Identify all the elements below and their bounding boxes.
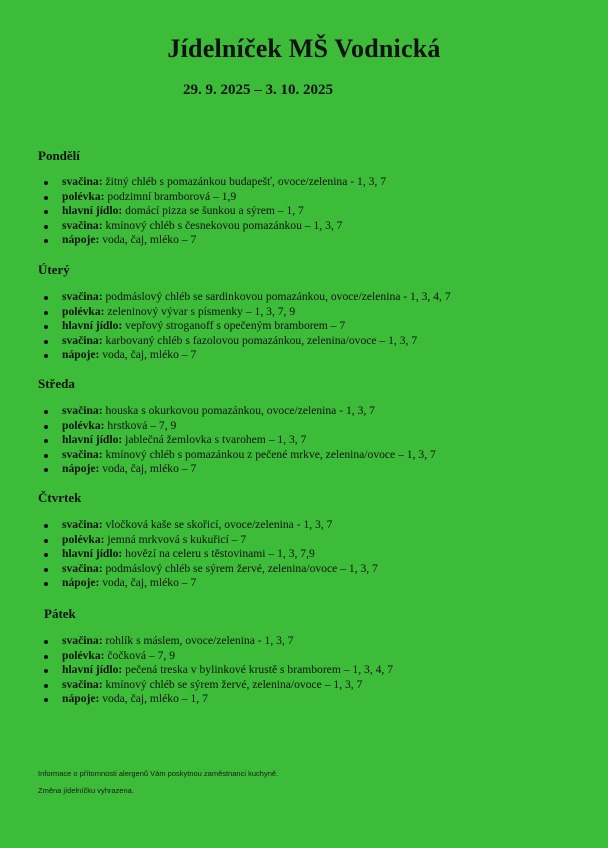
item-label: svačina: (62, 634, 103, 647)
list-item (38, 319, 451, 334)
item-text: vločková kaše se skořicí, ovoce/zelenina - 1, 3, 7 (102, 518, 333, 531)
item-label: svačina: (62, 518, 103, 531)
item-text: vepřový stroganoff s opečeným bramborem – 7 (122, 319, 346, 333)
menu-list-tuesday (38, 290, 451, 363)
day-heading-friday: Pátek (44, 606, 76, 621)
item-label: polévka: (62, 532, 105, 546)
list-item (38, 419, 436, 434)
item-text: kmínový chléb s česnekovou pomazánkou – 1, 3, 7 (102, 218, 343, 232)
item-text: karbovaný chléb s fazolovou pomazánkou, zelenina/ovoce – 1, 3, 7 (102, 333, 418, 347)
list-item (38, 649, 393, 664)
menu-list-monday (38, 175, 386, 248)
list-item (38, 219, 386, 234)
item-text: podmáslový chléb se sýrem žervé, zelenina/ovoce – 1, 3, 7 (102, 561, 378, 575)
item-label: svačina: (62, 677, 103, 691)
list-item (38, 562, 378, 577)
list-item (38, 462, 436, 477)
item-text: voda, čaj, mléko – 7 (99, 233, 197, 247)
list-item (38, 576, 378, 591)
item-label: polévka: (62, 648, 105, 662)
list-item (38, 634, 393, 649)
list-item (38, 518, 378, 533)
day-heading-wednesday: Středa (38, 376, 75, 391)
item-text: voda, čaj, mléko – 1, 7 (99, 692, 208, 706)
item-text: čočková – 7, 9 (104, 648, 176, 662)
list-item (38, 692, 393, 707)
list-item (38, 533, 378, 548)
item-label: svačina: (62, 404, 103, 417)
item-text: žitný chléb s pomazánkou budapešť, ovoce/zelenina - 1, 3, 7 (102, 175, 387, 188)
list-item (38, 678, 393, 693)
list-item (38, 175, 386, 190)
item-label: nápoje: (62, 462, 100, 476)
day-heading-tuesday: Úterý (38, 262, 70, 277)
list-item (38, 433, 436, 448)
item-text: podmáslový chléb se sardinkovou pomazánkou, ovoce/zelenina - 1, 3, 4, 7 (102, 290, 451, 303)
list-item (38, 404, 436, 419)
menu-list-friday (38, 634, 393, 707)
item-text: pečená treska v bylinkové krustě s bramborem – 1, 3, 4, 7 (122, 663, 394, 677)
item-text: jemná mrkvová s kukuřicí – 7 (104, 532, 247, 546)
menu-list-wednesday (38, 404, 436, 477)
list-item (38, 204, 386, 219)
date-range: 29. 9. 2025 – 3. 10. 2025 (183, 82, 333, 98)
item-label: hlavní jídlo: (62, 433, 123, 447)
list-item (38, 448, 436, 463)
item-text: kmínový chléb se sýrem žervé, zelenina/ovoce – 1, 3, 7 (102, 677, 363, 691)
item-text: hovězí na celeru s těstovinami – 1, 3, 7,9 (122, 547, 315, 561)
item-label: svačina: (62, 175, 103, 188)
item-label: hlavní jídlo: (62, 204, 123, 218)
list-item (38, 190, 386, 205)
list-item (38, 663, 393, 678)
item-label: nápoje: (62, 576, 100, 590)
item-label: nápoje: (62, 692, 100, 706)
item-text: voda, čaj, mléko – 7 (99, 576, 197, 590)
allergen-note: Informace o přítomnosti alergenů Vám poskytnou zaměstnanci kuchyně. (38, 769, 279, 778)
item-label: hlavní jídlo: (62, 547, 123, 561)
page-title: Jídelníček MŠ Vodnická (167, 34, 441, 63)
item-text: kmínový chléb s pomazánkou z pečené mrkve, zelenina/ovoce – 1, 3, 7 (102, 447, 436, 461)
item-text: rohlík s máslem, ovoce/zelenina - 1, 3, 7 (102, 634, 294, 647)
change-note: Změna jídelníčku vyhrazena. (38, 786, 134, 795)
item-label: polévka: (62, 189, 105, 203)
item-label: svačina: (62, 290, 103, 303)
item-label: nápoje: (62, 233, 100, 247)
item-label: polévka: (62, 304, 105, 318)
list-item (38, 334, 451, 349)
list-item (38, 348, 451, 363)
item-label: svačina: (62, 447, 103, 461)
item-label: svačina: (62, 561, 103, 575)
list-item (38, 233, 386, 248)
item-label: hlavní jídlo: (62, 319, 123, 333)
list-item (38, 290, 451, 305)
item-text: houska s okurkovou pomazánkou, ovoce/zelenina - 1, 3, 7 (102, 404, 375, 417)
item-text: podzimní bramborová – 1,9 (104, 189, 237, 203)
list-item (38, 305, 451, 320)
item-label: svačina: (62, 333, 103, 347)
item-text: jablečná žemlovka s tvarohem – 1, 3, 7 (122, 433, 307, 447)
day-heading-monday: Pondělí (38, 148, 80, 163)
item-label: nápoje: (62, 348, 100, 362)
day-heading-thursday: Čtvrtek (38, 490, 82, 505)
menu-list-thursday (38, 518, 378, 591)
item-text: voda, čaj, mléko – 7 (99, 348, 197, 362)
item-label: svačina: (62, 218, 103, 232)
item-text: hrstková – 7, 9 (104, 418, 177, 432)
item-label: hlavní jídlo: (62, 663, 123, 677)
item-text: zeleninový vývar s písmenky – 1, 3, 7, 9 (104, 304, 296, 318)
item-label: polévka: (62, 418, 105, 432)
item-text: voda, čaj, mléko – 7 (99, 462, 197, 476)
list-item (38, 547, 378, 562)
item-text: domácí pizza se šunkou a sýrem – 1, 7 (122, 204, 304, 218)
